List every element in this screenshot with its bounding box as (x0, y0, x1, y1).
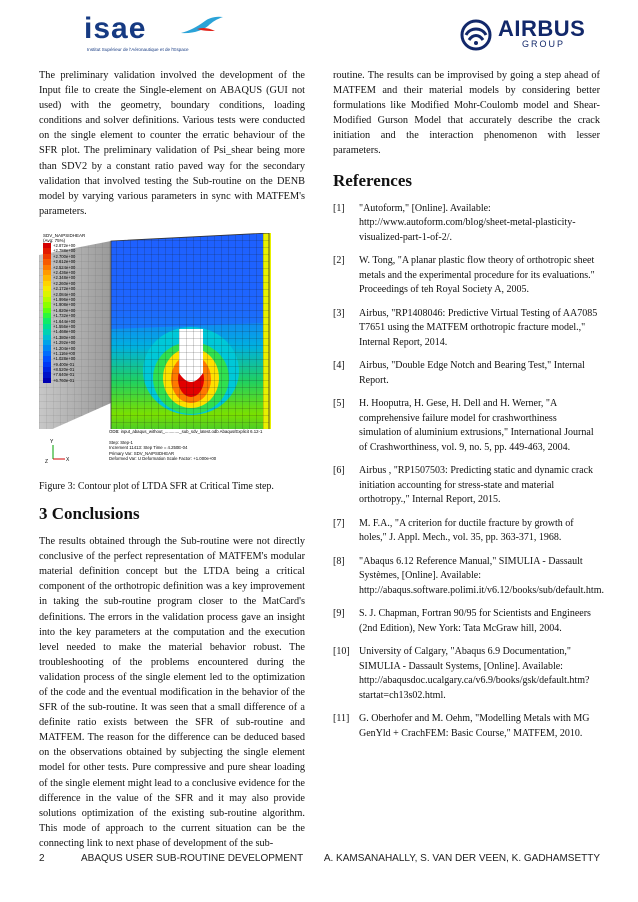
reference-text: M. F.A., "A criterion for ductile fracture by growth of holes," J. Appl. Mech., vol. 35, pp. 363-371, 1968. (359, 517, 574, 544)
page-footer (39, 853, 600, 867)
legend-value: +2.084e+00 (53, 291, 76, 297)
reference-item (333, 202, 600, 246)
running-title: ABAQUS USER SUB-ROUTINE DEVELOPMENT (81, 853, 304, 864)
reference-item (333, 397, 600, 455)
reference-text: W. Tong, "A planar plastic flow theory of orthotropic sheet metals and the experimental procedure for its evaluations." Proceedings of teh Royal Society A, 2005. (359, 255, 595, 296)
legend-value: +2.260e+00 (53, 280, 76, 286)
reference-number: [6] (333, 465, 345, 477)
reference-number: [2] (333, 255, 345, 267)
plot-info-line: Primary Var: SDV_NAIPSIDHEAR (109, 450, 175, 456)
plot-info-line: ODB: input_abaqus_without_............_sub_sdv_latest.odb Abaqus/Explicit 6.12-1 (109, 428, 263, 434)
reference-number: [3] (333, 307, 345, 319)
reference-item (333, 645, 600, 703)
reference-text: Airbus , "RP1507503: Predicting static and dynamic crack initiation accounting for stress-state and material orthotropy.," Internal Report, 2015. (359, 465, 594, 506)
reference-text: University of Calgary, "Abaqus 6.9 Documentation," SIMULIA - Dassault Systems, [Online]. Available: http://abaqusdoc.ucalgary.ca/v6.9/books/gsk/default.htm?startat=ch13s02.html. (359, 646, 590, 701)
airbus-group-label: GROUP (522, 39, 566, 49)
references-heading: References (333, 170, 412, 190)
legend-value: +1.820e+00 (53, 307, 76, 313)
airbus-wordmark: AIRBUS (498, 16, 586, 41)
legend-value: +1.028e+00 (53, 356, 76, 362)
reference-item (333, 254, 600, 298)
body-paragraph: The preliminary validation involved the development of the Input file to create the Single-element on ABAQUS (GUI not used) with the geometry, boundary conditions, loading conditions and solver definitions. Various tests were conducted on the single element to counter the erratic behaviour of the SFR plot. The preliminary validation of Psi_shear being more than SDV2 by a constant ratio paved way for the secondary validation that involved testing the Sub-routine on the DENB model by varying various parameters in sync with MATFEM's parameters. (39, 70, 305, 217)
legend-entry (43, 378, 113, 383)
legend-value: +2.700e+00 (53, 253, 76, 259)
reference-item (333, 359, 600, 388)
legend-value: +1.908e+00 (53, 302, 76, 308)
reference-number: [1] (333, 202, 345, 214)
legend-value: +1.468e+00 (53, 329, 76, 335)
legend-subtitle: (Avg: 75%) (43, 237, 66, 243)
isae-subtitle: Institut Supérieur de l'Aéronautique et de l'Espace (87, 47, 189, 52)
plot-info-line: Increment 11413: Step Time = 4.250E-04 (109, 445, 188, 451)
legend-value: +1.996e+00 (53, 297, 76, 302)
isae-bird-icon (179, 15, 225, 37)
legend-scale (43, 243, 113, 383)
svg-text:Y: Y (50, 438, 54, 445)
legend-value: +6.760e-01 (53, 377, 75, 383)
reference-number: [5] (333, 398, 345, 410)
reference-item (333, 555, 604, 599)
legend-value: +1.292e+00 (53, 340, 76, 346)
isae-wordmark: isae (84, 12, 147, 45)
reference-number: [11] (333, 713, 350, 725)
contour-legend (43, 233, 113, 383)
body-paragraph: The results obtained through the Sub-routine were not directly conclusive of the perfect representation of MATFEM's modular material definition concept but the LTDA being a critical component of the orthotropic definition was a key improvement in taking the sub-routine program closer to the MatCard's definitions. The errors in the validation process gave an insight into the key parameters at the computation and the execution level needed to make the material behavior robust. The troubleshooting of the problems encountered during the validation process of the single element led to the optimization of the code and the eventual modification in the behavior of the SFR of the sub-routine. It was seen that a small difference of a definite ratio exists between the SFR of sub-routine and MATFEM. The reason for the difference can be deduced based on the observations obtained by subjecting the single element model for other tests. Pure compressive and pure shear loading of the single element might lead to a conclusive evidence for the difference in the value of the SFR and it may also provide solutions optimization of the existing sub-routine algorithm. This mode of approach to the current situation can be the connecting link to next phase of development of the sub- (39, 536, 305, 849)
legend-value: +1.556e+00 (53, 323, 76, 329)
legend-value: +2.612e+00 (53, 259, 76, 265)
legend-value: +2.348e+00 (53, 275, 76, 281)
legend-value: +2.172e+00 (53, 286, 76, 292)
reference-text: G. Oberhofer and M. Oehm, "Modelling Metals with MG GenYld + CrachFEM: Basic Course," MATFEM, 2010. (359, 713, 590, 739)
legend-value: +2.872e+00 (53, 243, 76, 249)
airbus-emblem-icon (460, 19, 492, 51)
reference-text: Airbus, "RP1408046: Predictive Virtual Testing of AA7085 T7651 using the MATFEM orthotropic fracture model.," Internal Report, 2014. (359, 307, 598, 348)
legend-value: +2.436e+00 (53, 270, 76, 276)
svg-text:X: X (66, 456, 70, 463)
page-number: 2 (39, 853, 45, 864)
legend-value: +9.400e-01 (53, 361, 75, 367)
right-column (333, 68, 604, 750)
legend-title: SDV_NAIPSIDHEAR (43, 232, 86, 238)
legend-value: +1.380e+00 (53, 334, 76, 340)
airbus-logo (460, 17, 600, 53)
legend-value: +1.732e+00 (53, 313, 76, 319)
svg-text:Z: Z (45, 458, 49, 465)
reference-number: [8] (333, 555, 345, 567)
legend-value: +1.644e+00 (53, 318, 76, 324)
reference-item (333, 464, 600, 508)
contour-plot-figure (39, 233, 305, 469)
reference-list (333, 202, 604, 742)
reference-item (333, 607, 600, 636)
legend-value: +1.116e+00 (53, 350, 76, 356)
legend-value: +2.788e+00 (53, 248, 76, 254)
reference-number: [7] (333, 517, 345, 529)
section-heading: 3 Conclusions (39, 504, 140, 524)
figure-caption: Figure 3: Contour plot of LTDA SFR at Critical Time step. (39, 480, 274, 492)
legend-value: +7.640e-01 (53, 372, 75, 378)
reference-text: "Autoform," [Online]. Available: http://www.autoform.com/blog/sheet-metal-plasticity-visualized-part-1-of-2/. (359, 202, 576, 243)
reference-number: [4] (333, 360, 345, 372)
reference-item (333, 712, 600, 741)
reference-text: Airbus, "Double Edge Notch and Bearing Test," Internal Report. (359, 360, 585, 386)
plot-info-line: Step: Step-1 (109, 439, 133, 445)
plot-info-line: Deformed Var: U Deformation Scale Factor: +1.000e+00 (109, 456, 217, 462)
footer-authors: A. KAMSANAHALLY, S. VAN DER VEEN, K. GADHAMSETTY (323, 853, 600, 864)
isae-logo (84, 13, 214, 55)
reference-number: [10] (333, 646, 350, 658)
body-paragraph: routine. The results can be improvised by going a step ahead of MATFEM and their material models by considering better formulations like Modified Mohr-Coulomb model and Shear-Modified Gurson Model that accurately describe the crack initiation and the interaction phenomenon with lesser parameters. (333, 70, 600, 157)
reference-item (333, 307, 600, 351)
legend-swatch (43, 378, 51, 383)
reference-text: H. Hooputra, H. Gese, H. Dell and H. Werner, "A comprehensive failure model for crashworthiness simulation of aluminium extrusions," International Journal of Crashworthiness, vol. 9, no. 5, pp. 449-463, 2004. (359, 398, 594, 453)
plot-info (109, 429, 305, 462)
reference-number: [9] (333, 608, 345, 620)
left-column (39, 68, 305, 851)
reference-text: S. J. Chapman, Fortran 90/95 for Scientists and Engineers (2nd Edition), New York: Tata McGraw hill, 2004. (359, 608, 591, 634)
legend-value: +1.204e+00 (53, 345, 76, 351)
reference-item (333, 517, 600, 546)
legend-value: +8.520e-01 (53, 367, 75, 373)
legend-value: +2.524e+00 (53, 264, 76, 270)
reference-text: "Abaqus 6.12 Reference Manual," SIMULIA - Dassault Systèmes, [Online]. Available: http://abaqus.software.polimi.it/v6.12/books/sub/default.htm. (359, 555, 604, 596)
